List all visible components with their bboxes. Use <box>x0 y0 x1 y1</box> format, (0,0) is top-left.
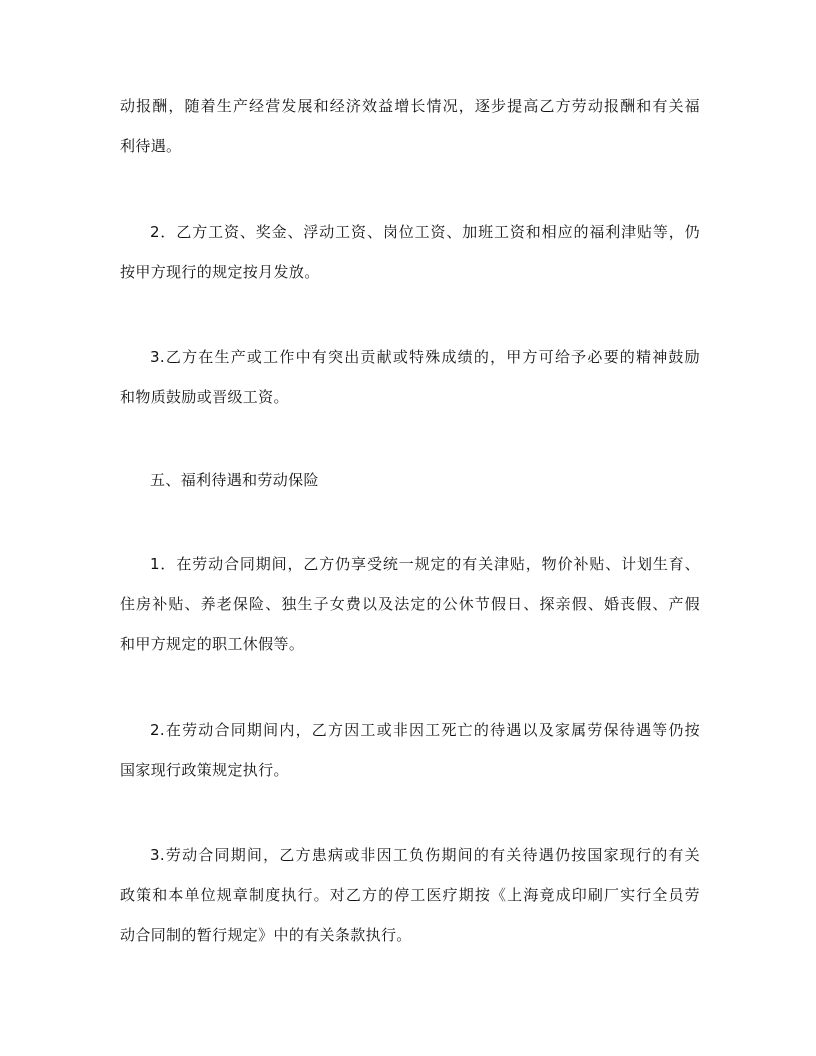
section-heading-welfare-insurance <box>120 460 700 500</box>
section-heading: 五、福利待遇和劳动保险 <box>150 471 319 489</box>
text-line: 和甲方规定的职工休假等。 <box>120 635 305 653</box>
text-line: 1．在劳动合同期间，乙方仍享受统一规定的有关津贴，物价补贴、计划生育、 <box>150 555 700 573</box>
text-line: 住房补贴、养老保险、独生子女费以及法定的公休节假日、探亲假、婚丧假、产假 <box>120 595 700 613</box>
text-line: 利待遇。 <box>120 137 182 155</box>
text-line: 2.在劳动合同期间内，乙方因工或非因工死亡的待遇以及家属劳保待遇等仍按 <box>150 721 700 739</box>
paragraph-welfare-item-3 <box>120 835 700 955</box>
paragraph-welfare-item-2 <box>120 710 700 790</box>
text-line: 按甲方现行的规定按月发放。 <box>120 263 320 281</box>
text-line: 动合同制的暂行规定》中的有关条款执行。 <box>120 926 412 944</box>
text-line: 动报酬，随着生产经营发展和经济效益增长情况，逐步提高乙方劳动报酬和有关福 <box>120 97 700 115</box>
text-line: 3.乙方在生产或工作中有突出贡献或特殊成绩的，甲方可给予必要的精神鼓励 <box>150 348 700 366</box>
text-line: 2．乙方工资、奖金、浮动工资、岗位工资、加班工资和相应的福利津贴等，仍 <box>150 223 700 241</box>
text-line: 和物质鼓励或晋级工资。 <box>120 388 289 406</box>
text-line: 政策和本单位规章制度执行。对乙方的停工医疗期按《上海竟成印刷厂实行全员劳 <box>120 886 700 904</box>
paragraph-item-2-wages <box>120 212 700 292</box>
paragraph-welfare-item-1 <box>120 544 700 664</box>
paragraph-item-3-rewards <box>120 337 700 417</box>
text-line: 3.劳动合同期间，乙方患病或非因工负伤期间的有关待遇仍按国家现行的有关 <box>150 846 700 864</box>
text-line: 国家现行政策规定执行。 <box>120 761 289 779</box>
paragraph-remuneration-continued <box>120 86 700 166</box>
